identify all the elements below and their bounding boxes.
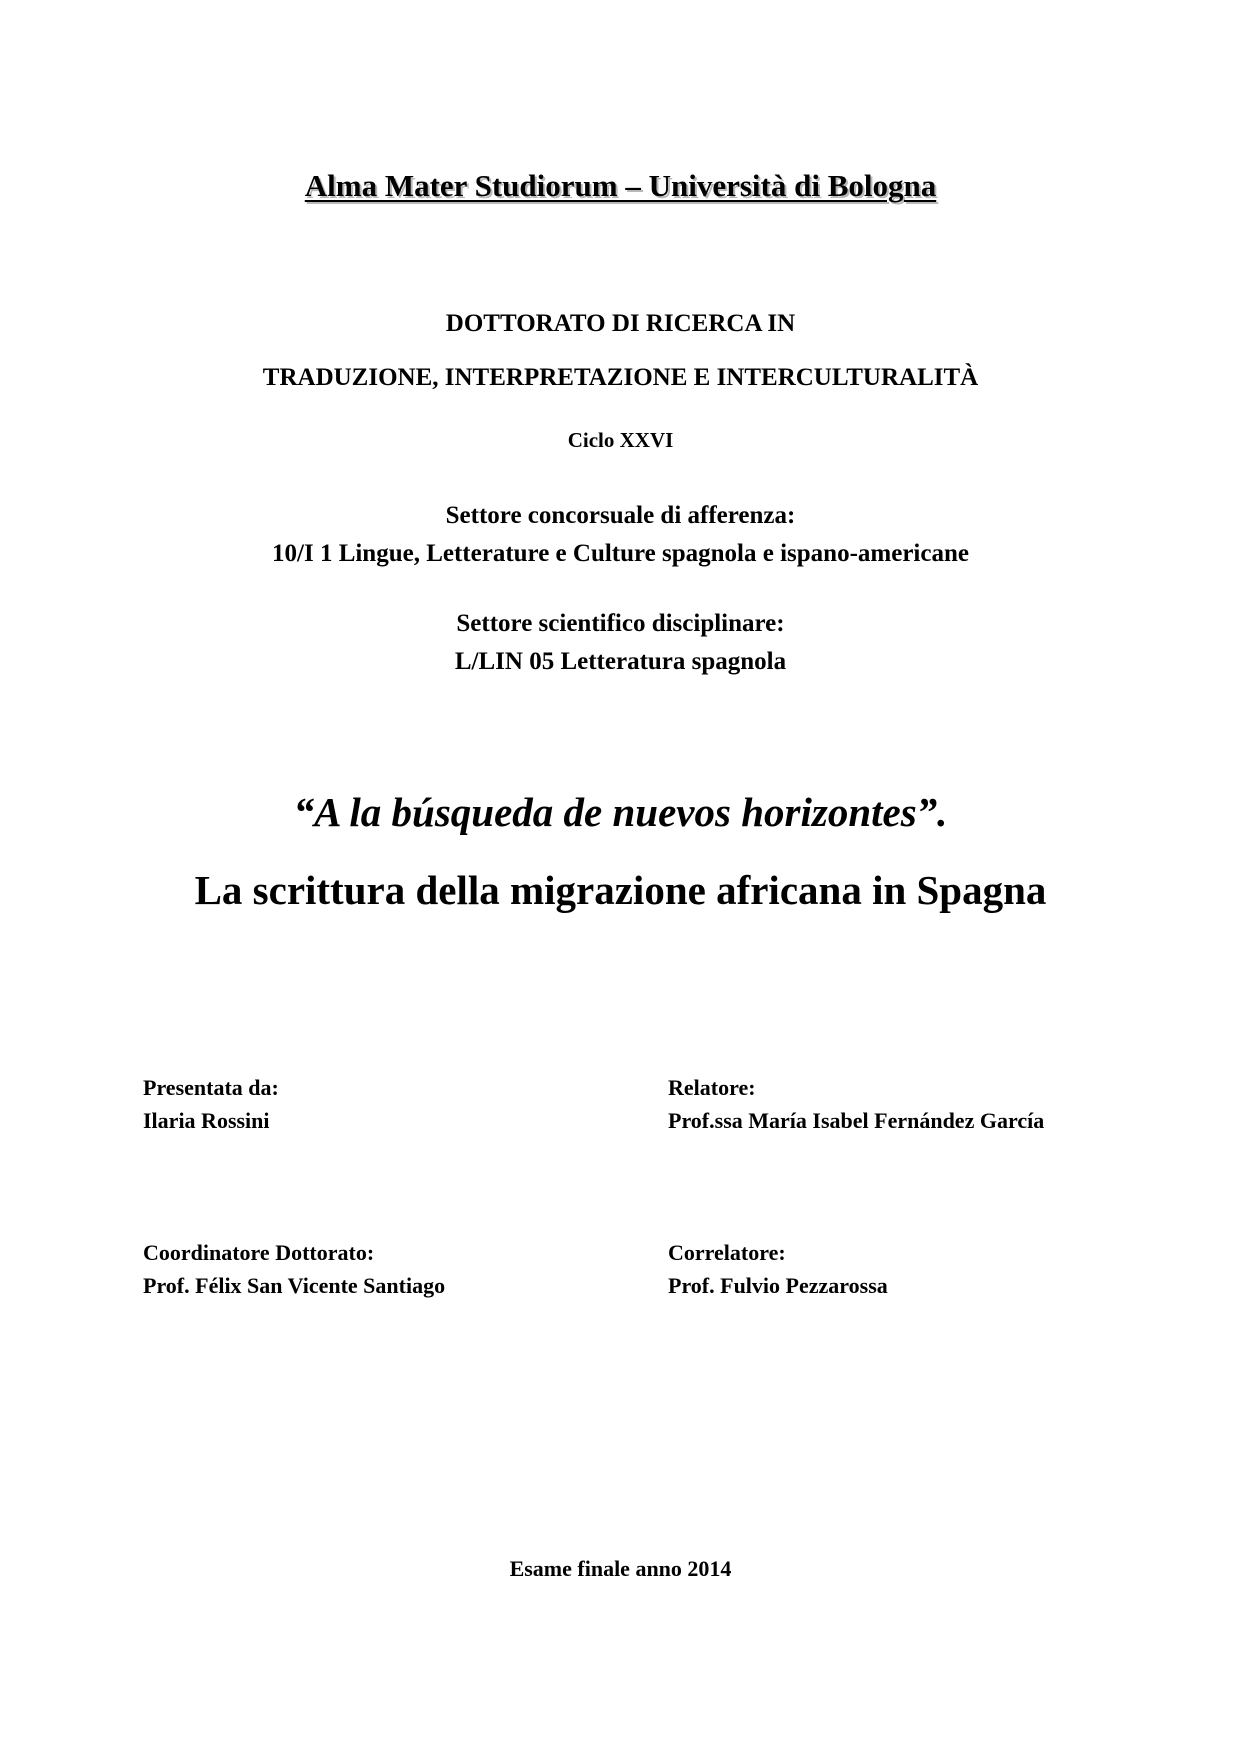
presented-by-label: Presentata da: [143, 1075, 279, 1100]
presented-by-name: Ilaria Rossini [143, 1108, 270, 1133]
supervisor-name: Prof.ssa María Isabel Fernández García [668, 1108, 1045, 1133]
doctorate-heading: DOTTORATO DI RICERCA IN [445, 310, 796, 337]
sector-disciplinare-value: L/LIN 05 Letteratura spagnola [454, 648, 787, 675]
thesis-title-line-1: “A la búsqueda de nuevos horizontes”. [293, 789, 948, 835]
supervisor-label: Relatore: [668, 1075, 756, 1100]
sector-disciplinare-label: Settore scientifico disciplinare: [456, 610, 785, 637]
coordinator-name: Prof. Félix San Vicente Santiago [143, 1273, 446, 1298]
final-exam-year: Esame finale anno 2014 [509, 1556, 732, 1581]
co-supervisor-block [668, 1236, 888, 1302]
university-name: Alma Mater Studiorum – Università di Bologna [304, 168, 937, 203]
doctorate-program: TRADUZIONE, INTERPRETAZIONE E INTERCULTURALITÀ [262, 364, 979, 391]
sector-concorsuale-label: Settore concorsuale di afferenza: [445, 502, 796, 529]
coordinator-block [143, 1236, 445, 1302]
thesis-title-line-2: La scrittura della migrazione africana in Spagna [194, 867, 1047, 913]
supervisor-block [668, 1071, 1044, 1137]
sector-concorsuale-value: 10/I 1 Lingue, Letterature e Culture spagnola e ispano-americane [272, 540, 969, 567]
co-supervisor-label: Correlatore: [668, 1240, 786, 1265]
coordinator-label: Coordinatore Dottorato: [143, 1240, 375, 1265]
doctorate-cycle: Ciclo XXVI [567, 428, 674, 452]
co-supervisor-name: Prof. Fulvio Pezzarossa [668, 1273, 888, 1298]
presented-by-block [143, 1071, 279, 1137]
